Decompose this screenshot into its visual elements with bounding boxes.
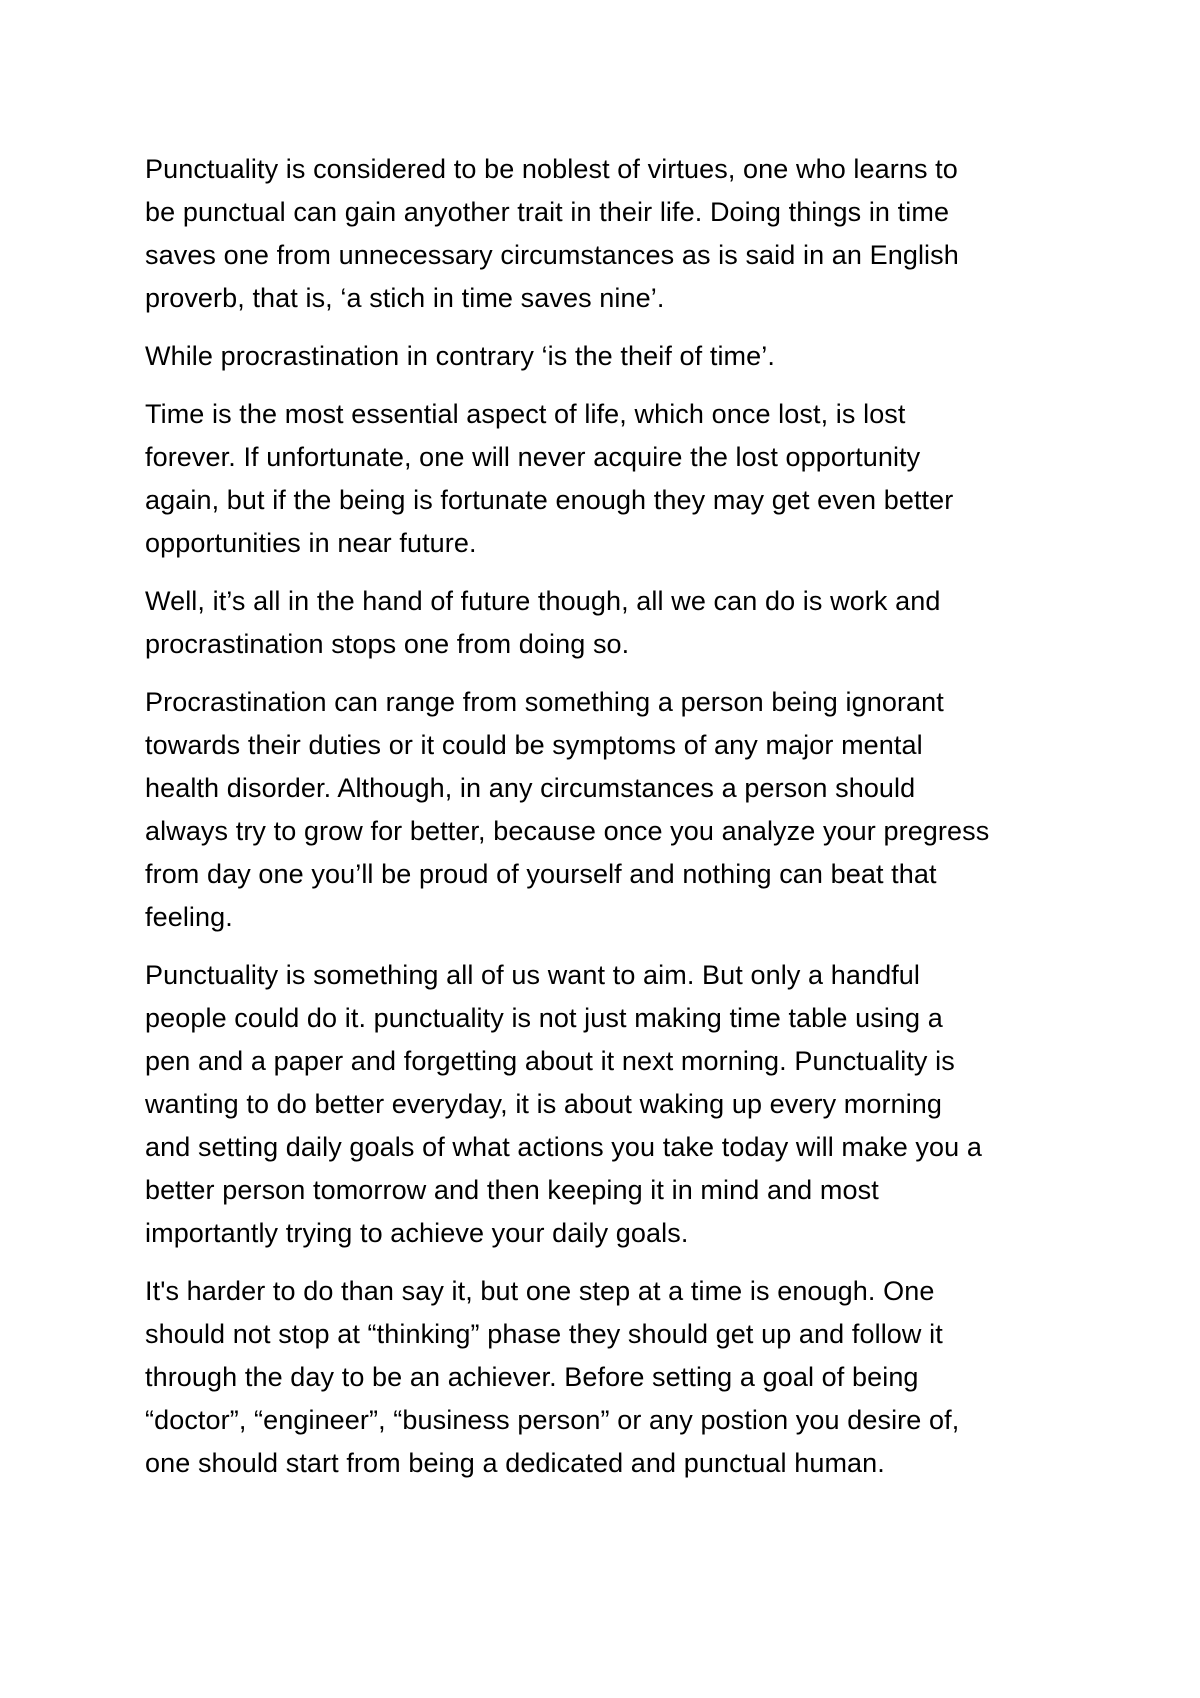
text-line: always try to grow for better, because once you analyze your pregress [145,816,990,846]
text-line: “doctor”, “engineer”, “business person” or any postion you desire of, [145,1405,960,1435]
paragraph-4 [145,580,1075,666]
text-line: be punctual can gain anyother trait in their life. Doing things in time [145,197,950,227]
paragraph-gap [145,378,1075,393]
paragraph-gap [145,666,1075,681]
text-line: health disorder. Although, in any circumstances a person should [145,773,916,803]
document-body [145,148,1075,1485]
text-line: through the day to be an achiever. Before setting a goal of being [145,1362,919,1392]
text-line: better person tomorrow and then keeping it in mind and most [145,1175,879,1205]
paragraph-2 [145,335,1075,378]
text-line: people could do it. punctuality is not just making time table using a [145,1003,943,1033]
text-line: forever. If unfortunate, one will never acquire the lost opportunity [145,442,921,472]
text-line: feeling. [145,902,233,932]
text-line: importantly trying to achieve your daily goals. [145,1218,689,1248]
paragraph-6 [145,954,1075,1255]
text-line: Punctuality is something all of us want to aim. But only a handful [145,960,921,990]
text-line: procrastination stops one from doing so. [145,629,630,659]
paragraph-gap [145,320,1075,335]
text-line: again, but if the being is fortunate enough they may get even better [145,485,954,515]
text-line: Punctuality is considered to be noblest of virtues, one who learns to [145,154,958,184]
text-line: While procrastination in contrary ‘is the theif of time’. [145,341,775,371]
paragraph-gap [145,565,1075,580]
text-line: opportunities in near future. [145,528,477,558]
text-line: wanting to do better everyday, it is about waking up every morning [145,1089,943,1119]
text-line: proverb, that is, ‘a stich in time saves nine’. [145,283,665,313]
text-line: Procrastination can range from something a person being ignorant [145,687,944,717]
paragraph-gap [145,939,1075,954]
paragraph-1 [145,148,1075,320]
paragraph-7 [145,1270,1075,1485]
text-line: from day one you’ll be proud of yourself and nothing can beat that [145,859,937,889]
paragraph-gap [145,1255,1075,1270]
text-line: saves one from unnecessary circumstances as is said in an English [145,240,959,270]
paragraph-5 [145,681,1075,939]
text-line: and setting daily goals of what actions you take today will make you a [145,1132,982,1162]
paragraph-3 [145,393,1075,565]
text-line: It's harder to do than say it, but one step at a time is enough. One [145,1276,935,1306]
text-line: one should start from being a dedicated and punctual human. [145,1448,885,1478]
text-line: Time is the most essential aspect of life, which once lost, is lost [145,399,906,429]
text-line: should not stop at “thinking” phase they should get up and follow it [145,1319,943,1349]
text-line: pen and a paper and forgetting about it next morning. Punctuality is [145,1046,955,1076]
text-line: towards their duties or it could be symptoms of any major mental [145,730,923,760]
text-line: Well, it’s all in the hand of future though, all we can do is work and [145,586,941,616]
